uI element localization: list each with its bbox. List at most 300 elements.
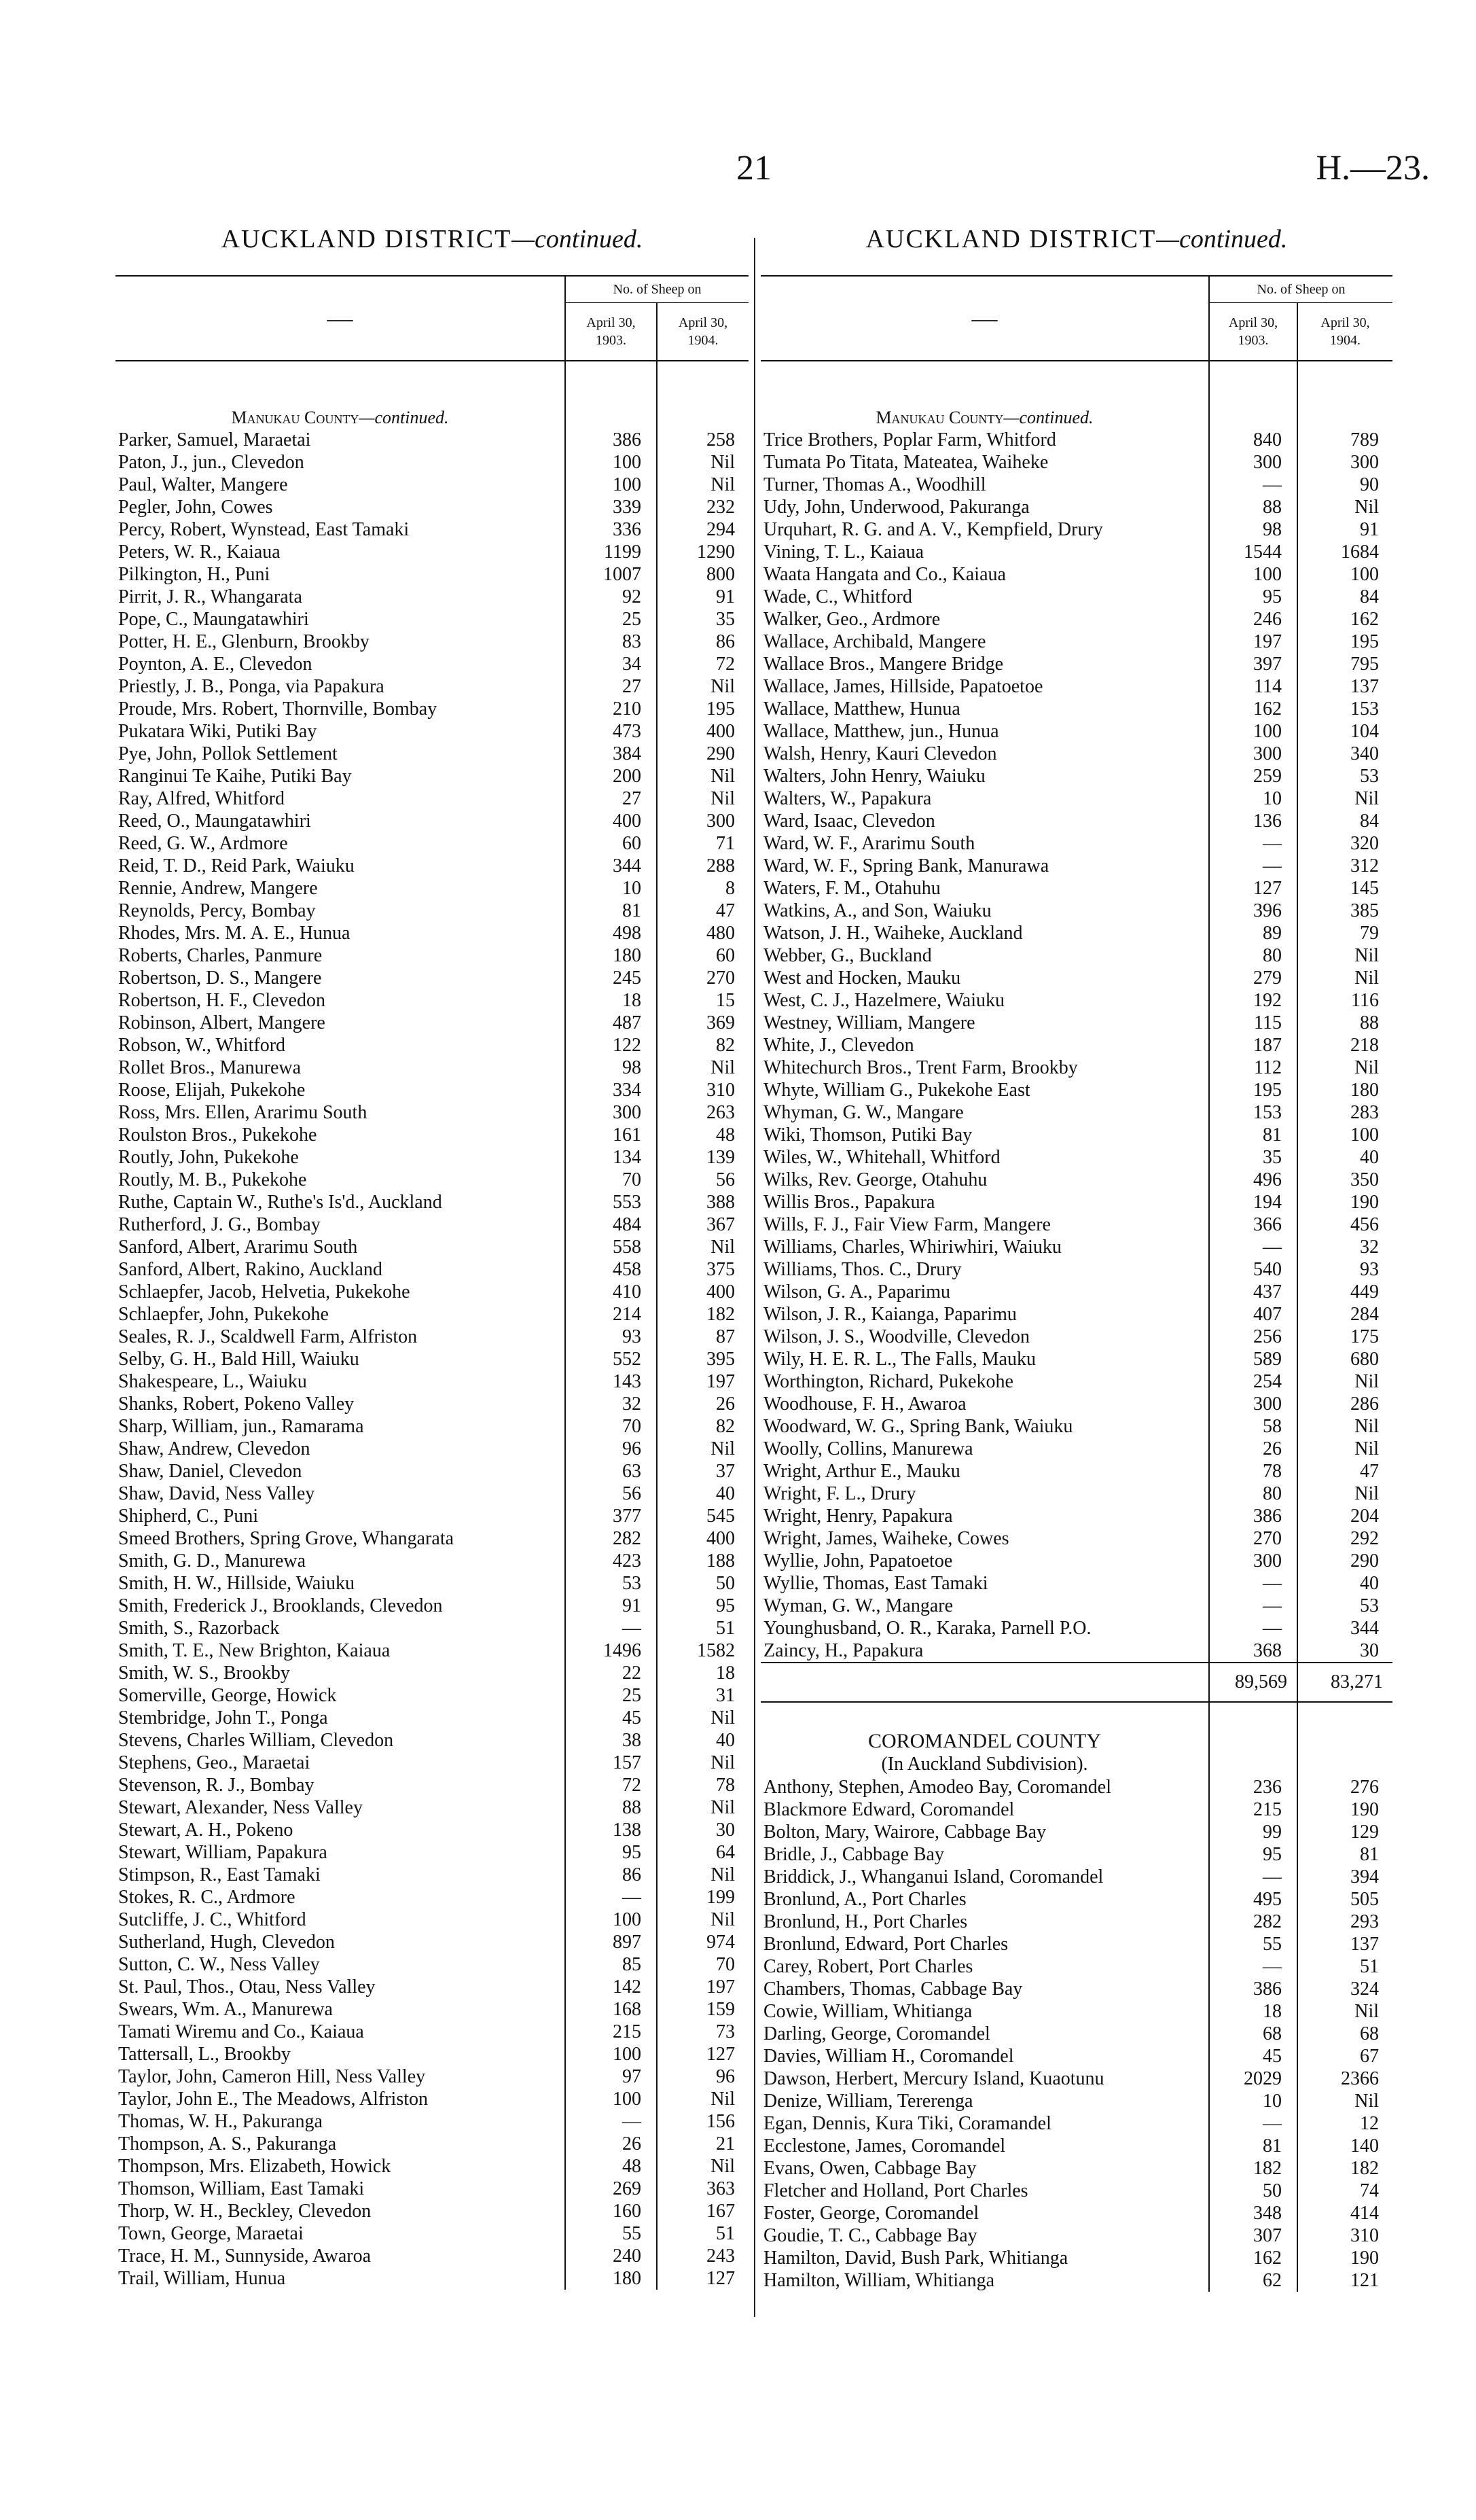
sheep-1904: 388: [657, 1191, 749, 1213]
owner-name: Watson, J. H., Waiheke, Auckland: [763, 923, 1023, 944]
owner-name: Stewart, Alexander, Ness Valley: [118, 1797, 363, 1818]
sheep-1903: 127: [1209, 877, 1297, 900]
table-row: [115, 1124, 749, 1146]
sheep-1903: 153: [1209, 1101, 1297, 1124]
owner-name: Routly, M. B., Pukekohe: [118, 1169, 307, 1190]
sheep-1903: 85: [565, 1953, 657, 1976]
owner-name: Walker, Geo., Ardmore: [763, 609, 941, 630]
sheep-1904: Nil: [1297, 787, 1392, 810]
table-row: [115, 832, 749, 855]
table-row: [761, 1057, 1392, 1079]
owner-name: Seales, R. J., Scaldwell Farm, Alfriston: [118, 1326, 418, 1347]
sheep-1904: 284: [1297, 1303, 1392, 1326]
sheep-1904: 79: [1297, 922, 1392, 944]
sheep-1903: 98: [1209, 518, 1297, 541]
table-row: [761, 1776, 1392, 1798]
sheep-1903: —: [1209, 1617, 1297, 1639]
sheep-1904: 312: [1297, 855, 1392, 877]
table-row: [761, 1888, 1392, 1911]
sheep-1904: Nil: [1297, 2000, 1392, 2023]
table-row: [115, 608, 749, 631]
owner-name: Waata Hangata and Co., Kaiaua: [763, 564, 1006, 585]
table-row: [115, 855, 749, 877]
table-row: [761, 1012, 1392, 1034]
owner-name: Wilson, J. S., Woodville, Clevedon: [763, 1326, 1030, 1347]
owner-name: Worthington, Richard, Pukekohe: [763, 1371, 1013, 1392]
table-row: [761, 1911, 1392, 1933]
owner-name: Fletcher and Holland, Port Charles: [763, 2180, 1028, 2201]
owner-name: Smeed Brothers, Spring Grove, Whangarata: [118, 1528, 454, 1549]
right-title-text: AUCKLAND DISTRICT: [865, 225, 1157, 253]
sheep-1903: 62: [1209, 2269, 1297, 2292]
table-row: [115, 1617, 749, 1639]
table-row: [761, 1415, 1392, 1438]
sheep-1904: 1684: [1297, 541, 1392, 563]
owner-name: Schlaepfer, John, Pukekohe: [118, 1304, 329, 1325]
owner-name: Taylor, John E., The Meadows, Alfriston: [118, 2089, 429, 2110]
sheep-1903: 336: [565, 518, 657, 541]
sheep-1903: 377: [565, 1505, 657, 1527]
right-section-name: Manukau County: [876, 408, 1004, 427]
sheep-1904: 96: [657, 2065, 749, 2088]
owner-name: Watkins, A., and Son, Waiuku: [763, 900, 992, 921]
table-row: [115, 2178, 749, 2200]
table-row: [115, 1079, 749, 1101]
sheep-1903: 70: [565, 1415, 657, 1438]
left-title-text: AUCKLAND DISTRICT: [221, 225, 512, 253]
sheep-1904: 86: [657, 631, 749, 653]
sheep-1904: 400: [657, 720, 749, 743]
sheep-1903: 270: [1209, 1527, 1297, 1550]
sheep-1903: —: [1209, 1572, 1297, 1595]
owner-name: Parker, Samuel, Maraetai: [118, 429, 311, 450]
sheep-1903: —: [1209, 1866, 1297, 1888]
table-row: [115, 1841, 749, 1864]
table-row: [115, 1348, 749, 1370]
table-row: [761, 832, 1392, 855]
sheep-1904: 159: [657, 1998, 749, 2021]
sheep-1904: Nil: [657, 765, 749, 787]
owner-name: Webber, G., Buckland: [763, 945, 932, 966]
sheep-1903: 300: [1209, 451, 1297, 474]
sheep-1904: 258: [657, 429, 749, 451]
owner-name: Bronlund, H., Port Charles: [763, 1911, 968, 1932]
sheep-1903: 1544: [1209, 541, 1297, 563]
sheep-1904: 292: [1297, 1527, 1392, 1550]
table-row: [115, 698, 749, 720]
table-row: [115, 429, 749, 451]
page-reference: H.—23.: [1316, 149, 1430, 188]
owner-name: Briddick, J., Whanganui Island, Coromandel: [763, 1866, 1104, 1887]
sheep-1903: 269: [565, 2178, 657, 2200]
sheep-1904: 195: [1297, 631, 1392, 653]
table-row: [761, 900, 1392, 922]
sheep-1904: 140: [1297, 2135, 1392, 2157]
sheep-1903: 88: [1209, 496, 1297, 518]
owner-name: Sutherland, Hugh, Clevedon: [118, 1932, 335, 1953]
table-row: [761, 787, 1392, 810]
table-row: [115, 2245, 749, 2267]
sheep-1904: 30: [1297, 1639, 1392, 1663]
sheep-1903: 495: [1209, 1888, 1297, 1911]
owner-name: Turner, Thomas A., Woodhill: [763, 474, 986, 495]
right-header-group: No. of Sheep on: [1209, 276, 1392, 303]
sheep-1904: 199: [657, 1886, 749, 1909]
sheep-1904: 340: [1297, 743, 1392, 765]
table-row: [761, 2090, 1392, 2112]
sheep-1903: 45: [1209, 2045, 1297, 2068]
sheep-1904: 40: [657, 1729, 749, 1752]
sheep-1904: 26: [657, 1393, 749, 1415]
owner-name: Smith, W. S., Brookby: [118, 1663, 290, 1684]
sheep-1903: 246: [1209, 608, 1297, 631]
owner-name: Darling, George, Coromandel: [763, 2023, 990, 2044]
owner-name: Wills, F. J., Fair View Farm, Mangere: [763, 1214, 1051, 1235]
sheep-1903: 182: [1209, 2157, 1297, 2180]
sheep-1903: 589: [1209, 1348, 1297, 1370]
sheep-1903: 282: [1209, 1911, 1297, 1933]
sheep-1903: 484: [565, 1213, 657, 1236]
table-row: [761, 1483, 1392, 1505]
sheep-1903: 1007: [565, 563, 657, 586]
right-column: [761, 275, 1392, 2292]
sheep-1903: 58: [1209, 1415, 1297, 1438]
sheep-1903: 88: [565, 1796, 657, 1819]
sheep-1903: —: [565, 2110, 657, 2133]
table-row: [761, 922, 1392, 944]
sheep-1904: 68: [1297, 2023, 1392, 2045]
sheep-1903: 10: [1209, 2090, 1297, 2112]
sheep-1904: Nil: [657, 1752, 749, 1774]
table-row: [115, 1909, 749, 1931]
sheep-1904: 167: [657, 2200, 749, 2222]
table-row: [115, 810, 749, 832]
sheep-1903: 458: [565, 1258, 657, 1281]
owner-name: Waters, F. M., Otahuhu: [763, 878, 941, 899]
table-row: [761, 1326, 1392, 1348]
sheep-1904: Nil: [657, 1707, 749, 1729]
table-row: [761, 1079, 1392, 1101]
owner-name: Wiki, Thomson, Putiki Bay: [763, 1124, 973, 1146]
sheep-1903: 99: [1209, 1821, 1297, 1843]
sheep-1903: 161: [565, 1124, 657, 1146]
right-header-col2: [1297, 303, 1392, 361]
left-header-col2: [657, 303, 749, 361]
table-row: [115, 1886, 749, 1909]
table-row: [761, 541, 1392, 563]
sheep-1904: 1290: [657, 541, 749, 563]
sheep-1904: 1582: [657, 1639, 749, 1662]
left-col1-line1: April 30,: [586, 315, 636, 330]
sheep-1903: 83: [565, 631, 657, 653]
sheep-1903: 215: [565, 2021, 657, 2043]
table-row: [761, 653, 1392, 675]
owner-name: White, J., Clevedon: [763, 1035, 914, 1056]
table-row: [761, 989, 1392, 1012]
left-col2-line1: April 30,: [678, 315, 728, 330]
right-title-suffix: —continued.: [1156, 225, 1288, 253]
sheep-1903: 553: [565, 1191, 657, 1213]
sheep-1904: 48: [657, 1124, 749, 1146]
sheep-1903: 98: [565, 1057, 657, 1079]
owner-name: Smith, G. D., Manurewa: [118, 1550, 306, 1572]
sheep-1904: 8: [657, 877, 749, 900]
sheep-1904: 270: [657, 967, 749, 989]
owner-name: Tattersall, L., Brookby: [118, 2044, 291, 2065]
sheep-1904: 84: [1297, 586, 1392, 608]
owner-name: Reed, G. W., Ardmore: [118, 833, 288, 854]
sheep-1904: 243: [657, 2245, 749, 2267]
sheep-1904: 91: [1297, 518, 1392, 541]
sheep-1904: 288: [657, 855, 749, 877]
owner-name: Vining, T. L., Kaiaua: [763, 542, 924, 563]
sheep-1904: 51: [657, 1617, 749, 1639]
table-row: [761, 1821, 1392, 1843]
table-row: [761, 1191, 1392, 1213]
table-row: [761, 1550, 1392, 1572]
owner-name: Rhodes, Mrs. M. A. E., Hunua: [118, 923, 350, 944]
sheep-1903: 160: [565, 2200, 657, 2222]
owner-name: Smith, T. E., New Brighton, Kaiaua: [118, 1640, 391, 1661]
table-row: [761, 1281, 1392, 1303]
right-section-suffix: —continued.: [1003, 408, 1094, 427]
owner-name: Pukatara Wiki, Putiki Bay: [118, 721, 317, 742]
table-row: [115, 743, 749, 765]
owner-name: Goudie, T. C., Cabbage Bay: [763, 2225, 977, 2246]
sheep-1903: 386: [565, 429, 657, 451]
table-row: [115, 563, 749, 586]
owner-name: Tamati Wiremu and Co., Kaiaua: [118, 2021, 364, 2042]
sheep-1904: 789: [1297, 429, 1392, 451]
sheep-1903: 48: [565, 2155, 657, 2178]
table-row: [761, 496, 1392, 518]
sheep-1903: 397: [1209, 653, 1297, 675]
sheep-1904: 162: [1297, 608, 1392, 631]
owner-name: Ranginui Te Kaihe, Putiki Bay: [118, 766, 352, 787]
sheep-1903: 134: [565, 1146, 657, 1169]
owner-name: Pilkington, H., Puni: [118, 564, 270, 585]
sheep-1903: 279: [1209, 967, 1297, 989]
sheep-1904: 204: [1297, 1505, 1392, 1527]
sheep-1904: 156: [657, 2110, 749, 2133]
owner-name: Ward, Isaac, Clevedon: [763, 811, 935, 832]
coromandel-subheading: (In Auckland Subdivision).: [881, 1754, 1088, 1775]
sheep-1903: 122: [565, 1034, 657, 1057]
sheep-1903: 27: [565, 675, 657, 698]
sheep-1904: 74: [1297, 2180, 1392, 2202]
table-row: [115, 2088, 749, 2110]
sheep-1904: 127: [657, 2043, 749, 2065]
sheep-1904: 375: [657, 1258, 749, 1281]
table-row: [115, 675, 749, 698]
owner-name: Town, George, Maraetai: [118, 2223, 304, 2244]
table-row: [761, 944, 1392, 967]
sheep-1904: 127: [657, 2267, 749, 2290]
sheep-1904: Nil: [1297, 1415, 1392, 1438]
owner-name: Wilson, G. A., Paparimu: [763, 1281, 950, 1302]
right-col2-line2: 1904.: [1330, 333, 1361, 348]
sheep-1903: —: [1209, 1955, 1297, 1978]
owner-name: Wright, F. L., Drury: [763, 1483, 916, 1504]
sheep-1904: 293: [1297, 1911, 1392, 1933]
sheep-1904: 35: [657, 608, 749, 631]
left-title-suffix: —continued.: [511, 225, 643, 253]
sheep-1904: 82: [657, 1415, 749, 1438]
sheep-1904: 40: [1297, 1572, 1392, 1595]
sheep-1903: 254: [1209, 1370, 1297, 1393]
sheep-1903: 80: [1209, 944, 1297, 967]
sheep-1903: —: [1209, 474, 1297, 496]
sheep-1903: 300: [1209, 1393, 1297, 1415]
table-row: [761, 2269, 1392, 2292]
owner-name: Davies, William H., Coromandel: [763, 2046, 1014, 2067]
sheep-1904: 294: [657, 518, 749, 541]
owner-name: Ecclestone, James, Coromandel: [763, 2135, 1006, 2157]
sheep-1903: 27: [565, 787, 657, 810]
table-row: [115, 1281, 749, 1303]
table-row: [761, 1843, 1392, 1866]
sheep-1903: 91: [565, 1595, 657, 1617]
table-row: [115, 1057, 749, 1079]
sheep-1904: 188: [657, 1550, 749, 1572]
sheep-1904: Nil: [657, 2088, 749, 2110]
owner-name: Sanford, Albert, Ararimu South: [118, 1237, 358, 1258]
owner-name: Evans, Owen, Cabbage Bay: [763, 2158, 977, 2179]
owner-name: Zaincy, H., Papakura: [763, 1640, 924, 1661]
sheep-1904: 449: [1297, 1281, 1392, 1303]
sheep-1904: 182: [1297, 2157, 1392, 2180]
table-row: [761, 1034, 1392, 1057]
left-column: [115, 275, 749, 2290]
sheep-1903: 143: [565, 1370, 657, 1393]
sheep-1903: 192: [1209, 989, 1297, 1012]
table-row: [761, 1527, 1392, 1550]
sheep-1904: 37: [657, 1460, 749, 1483]
owner-name: Ward, W. F., Spring Bank, Manurawa: [763, 855, 1049, 876]
sheep-1904: 100: [1297, 563, 1392, 586]
owner-name: Stephens, Geo., Maraetai: [118, 1752, 310, 1773]
table-row: [761, 586, 1392, 608]
left-section-name: Manukau County: [231, 408, 359, 427]
sheep-1903: 437: [1209, 1281, 1297, 1303]
left-header-col1: [565, 303, 657, 361]
sheep-1904: 363: [657, 2178, 749, 2200]
table-row: [115, 2222, 749, 2245]
sheep-1904: 67: [1297, 2045, 1392, 2068]
right-header-dash: —: [761, 276, 1209, 361]
sheep-1903: 45: [565, 1707, 657, 1729]
sheep-1904: Nil: [1297, 1438, 1392, 1460]
column-divider: [754, 238, 755, 2317]
owner-name: Bronlund, Edward, Port Charles: [763, 1934, 1009, 1955]
left-sheep-table: [115, 275, 749, 2290]
sheep-1904: 344: [1297, 1617, 1392, 1639]
owner-name: St. Paul, Thos., Otau, Ness Valley: [118, 1976, 376, 1998]
sheep-1904: 175: [1297, 1326, 1392, 1348]
table-row: [115, 1572, 749, 1595]
left-header-dash: —: [115, 276, 565, 361]
table-row: [761, 451, 1392, 474]
sheep-1903: 300: [1209, 1550, 1297, 1572]
sheep-1903: 56: [565, 1483, 657, 1505]
table-row: [761, 608, 1392, 631]
sheep-1904: 139: [657, 1146, 749, 1169]
owner-name: Sutcliffe, J. C., Whitford: [118, 1909, 306, 1930]
sheep-1904: 974: [657, 1931, 749, 1953]
owner-name: Chambers, Thomas, Cabbage Bay: [763, 1978, 1023, 2000]
owner-name: Woodhouse, F. H., Awaroa: [763, 1394, 967, 1415]
sheep-1903: 195: [1209, 1079, 1297, 1101]
owner-name: Williams, Thos. C., Drury: [763, 1259, 962, 1280]
sheep-1903: 840: [1209, 429, 1297, 451]
sheep-1904: 51: [1297, 1955, 1392, 1978]
sheep-1904: Nil: [1297, 1057, 1392, 1079]
owner-name: Routly, John, Pukekohe: [118, 1147, 299, 1168]
sheep-1903: 1496: [565, 1639, 657, 1662]
sheep-1904: 190: [1297, 1191, 1392, 1213]
table-row: [761, 2045, 1392, 2068]
sheep-1904: 116: [1297, 989, 1392, 1012]
owner-name: Poynton, A. E., Clevedon: [118, 654, 312, 675]
table-row: [761, 1639, 1392, 1663]
table-row: [761, 1258, 1392, 1281]
table-row: [115, 2043, 749, 2065]
owner-name: Stimpson, R., East Tamaki: [118, 1864, 321, 1885]
sheep-1904: Nil: [657, 2155, 749, 2178]
sheep-1903: 38: [565, 1729, 657, 1752]
owner-name: Robinson, Albert, Mangere: [118, 1012, 325, 1033]
sheep-1904: 95: [657, 1595, 749, 1617]
sheep-1904: 31: [657, 1684, 749, 1707]
sheep-1904: 385: [1297, 900, 1392, 922]
sheep-1904: 100: [1297, 1124, 1392, 1146]
table-row: [115, 1393, 749, 1415]
sheep-1903: 256: [1209, 1326, 1297, 1348]
owner-name: Shanks, Robert, Pokeno Valley: [118, 1394, 355, 1415]
sheep-1903: 282: [565, 1527, 657, 1550]
table-row: [115, 2155, 749, 2178]
owner-name: Taylor, John, Cameron Hill, Ness Valley: [118, 2066, 426, 2087]
sheep-1904: 50: [657, 1572, 749, 1595]
sheep-1903: 496: [1209, 1169, 1297, 1191]
sheep-1904: Nil: [1297, 496, 1392, 518]
owner-name: Whyman, G. W., Mangare: [763, 1102, 964, 1123]
sheep-1903: 26: [1209, 1438, 1297, 1460]
sheep-1904: Nil: [1297, 967, 1392, 989]
sheep-1903: 68: [1209, 2023, 1297, 2045]
left-district-title: [115, 224, 749, 254]
sheep-1903: 100: [565, 451, 657, 474]
table-row: [761, 2068, 1392, 2090]
sheep-1904: 93: [1297, 1258, 1392, 1281]
sheep-1903: 138: [565, 1819, 657, 1841]
sheep-1903: 348: [1209, 2202, 1297, 2224]
sheep-1904: Nil: [657, 1438, 749, 1460]
owner-name: Peters, W. R., Kaiaua: [118, 542, 281, 563]
sheep-1904: 190: [1297, 2247, 1392, 2269]
table-row: [115, 2065, 749, 2088]
sheep-1903: —: [1209, 832, 1297, 855]
table-row: [115, 1595, 749, 1617]
sheep-1904: Nil: [657, 474, 749, 496]
owner-name: Reynolds, Percy, Bombay: [118, 900, 316, 921]
sheep-1904: 414: [1297, 2202, 1392, 2224]
table-row: [115, 1550, 749, 1572]
owner-name: Carey, Robert, Port Charles: [763, 1956, 973, 1977]
table-row: [761, 810, 1392, 832]
sheep-1903: 78: [1209, 1460, 1297, 1483]
sheep-1904: 400: [657, 1281, 749, 1303]
